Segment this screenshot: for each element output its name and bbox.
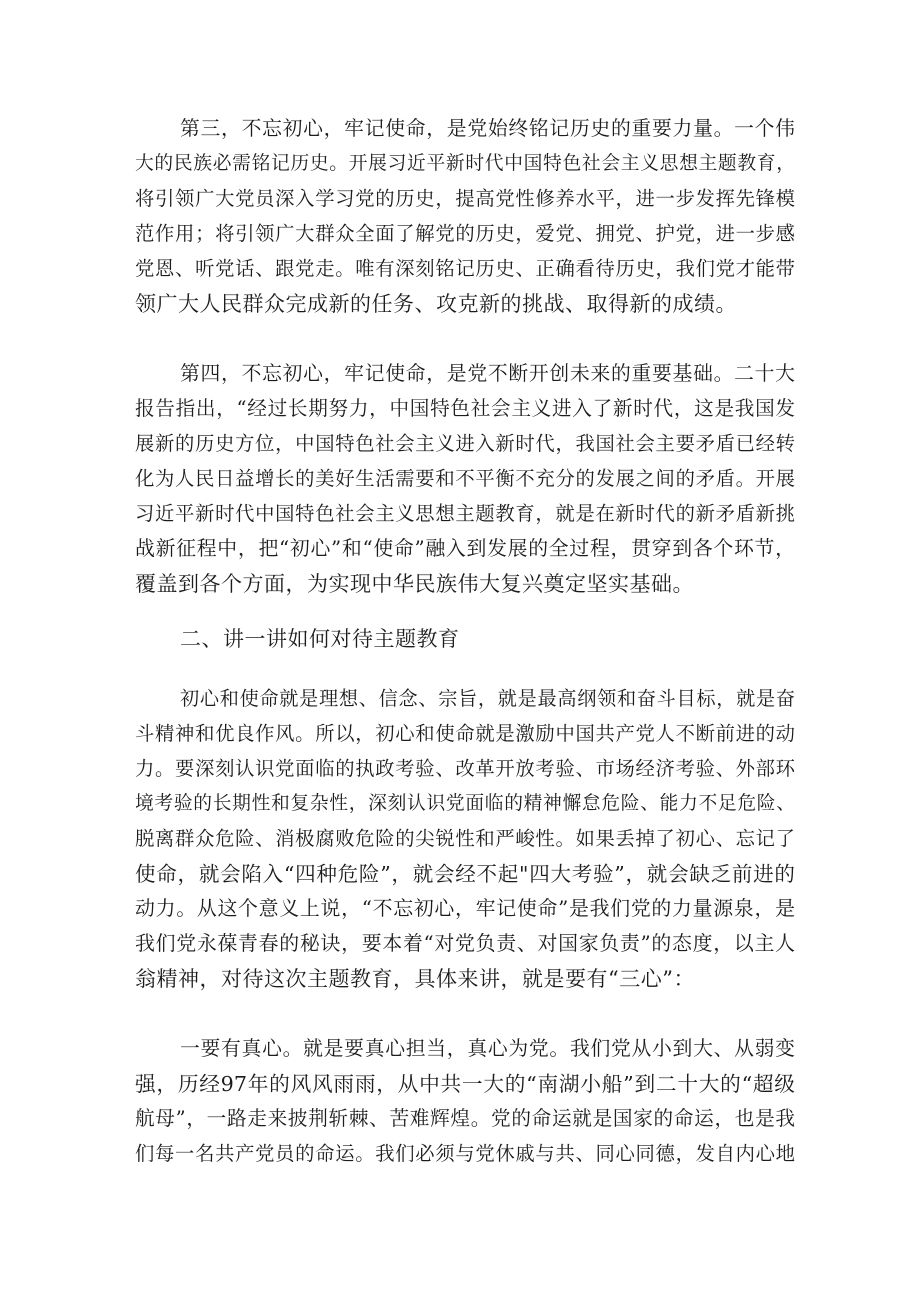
paragraph-2-line-2: 报告指出，“经过长期努力，中国特色社会主义进入了新时代，这是我国发	[135, 397, 795, 420]
paragraph-2-line-6: 战新征程中，把“初心”和“使命”融入到发展的全过程，贯穿到各个环节，	[135, 537, 795, 560]
paragraph-1-line-6: 领广大人民群众完成新的任务、攻克新的挑战、取得新的成绩。	[135, 292, 737, 316]
paragraph-2-line-1: 第四，不忘初心，牢记使命，是党不断开创未来的重要基础。二十大	[180, 362, 795, 385]
paragraph-2-line-5: 习近平新时代中国特色社会主义思想主题教育，就是在新时代的新矛盾新挑	[135, 502, 795, 525]
paragraph-1-line-3: 将引领广大党员深入学习党的历史，提高党性修养水平，进一步发挥先锋模	[135, 187, 795, 210]
paragraph-1-line-4: 范作用；将引领广大群众全面了解党的历史，爱党、拥党、护党，进一步感	[135, 222, 795, 245]
section-heading: 二、讲一讲如何对待主题教育	[180, 627, 460, 651]
paragraph-4-line-3: 航母”，一路走来披荆斩棘、苦难辉煌。党的命运就是国家的命运，也是我	[135, 1107, 795, 1130]
paragraph-3-line-6: 使命，就会陷入“四种危险”，就会经不起"四大考验”，就会缺乏前进的	[135, 862, 795, 886]
paragraph-3-line-3: 力。要深刻认识党面临的执政考验、改革开放考验、市场经济考验、外部环	[135, 757, 795, 780]
paragraph-3-line-2: 斗精神和优良作风。所以，初心和使命就是激励中国共产党人不断前进的动	[135, 722, 795, 745]
paragraph-4-line-2: 强，历经97年的风风雨雨，从中共一大的“南湖小船”到二十大的“超级	[135, 1072, 795, 1096]
paragraph-3-line-4: 境考验的长期性和复杂性，深刻认识党面临的精神懈怠危险、能力不足危险、	[135, 793, 795, 814]
paragraph-4-line-4: 们每一名共产党员的命运。我们必须与党休戚与共、同心同德，发自内心地	[135, 1142, 795, 1165]
paragraph-3-line-5: 脱离群众危险、消极腐败危险的尖锐性和严峻性。如果丢掉了初心、忘记了	[135, 827, 795, 850]
paragraph-3-line-8: 我们党永葆青春的秘诀，要本着“对党负责、对国家负责”的态度，以主人	[135, 932, 795, 955]
paragraph-3-line-1: 初心和使命就是理想、信念、宗旨，就是最高纲领和奋斗目标，就是奋	[180, 687, 795, 710]
paragraph-4-line-1: 一要有真心。就是要真心担当，真心为党。我们党从小到大、从弱变	[180, 1037, 795, 1060]
paragraph-2-line-3: 展新的历史方位，中国特色社会主义进入新时代，我国社会主要矛盾已经转	[135, 432, 795, 455]
paragraph-1-line-2: 大的民族必需铭记历史。开展习近平新时代中国特色社会主义思想主题教育，	[135, 153, 795, 174]
paragraph-2-line-4: 化为人民日益增长的美好生活需要和不平衡不充分的发展之间的矛盾。开展	[135, 467, 795, 490]
paragraph-2-line-7: 覆盖到各个方面，为实现中华民族伟大复兴奠定坚实基础。	[135, 572, 694, 596]
paragraph-1-line-5: 党恩、听党话、跟党走。唯有深刻铭记历史、正确看待历史，我们党才能带	[135, 257, 795, 280]
paragraph-1-line-1: 第三，不忘初心，牢记使命，是党始终铭记历史的重要力量。一个伟	[180, 117, 795, 140]
paragraph-3-line-7: 动力。从这个意义上说，“不忘初心，牢记使命”是我们党的力量源泉，是	[135, 897, 795, 920]
paragraph-3-line-9: 翁精神，对待这次主题教育，具体来讲，就是要有“三心”：	[135, 967, 695, 991]
